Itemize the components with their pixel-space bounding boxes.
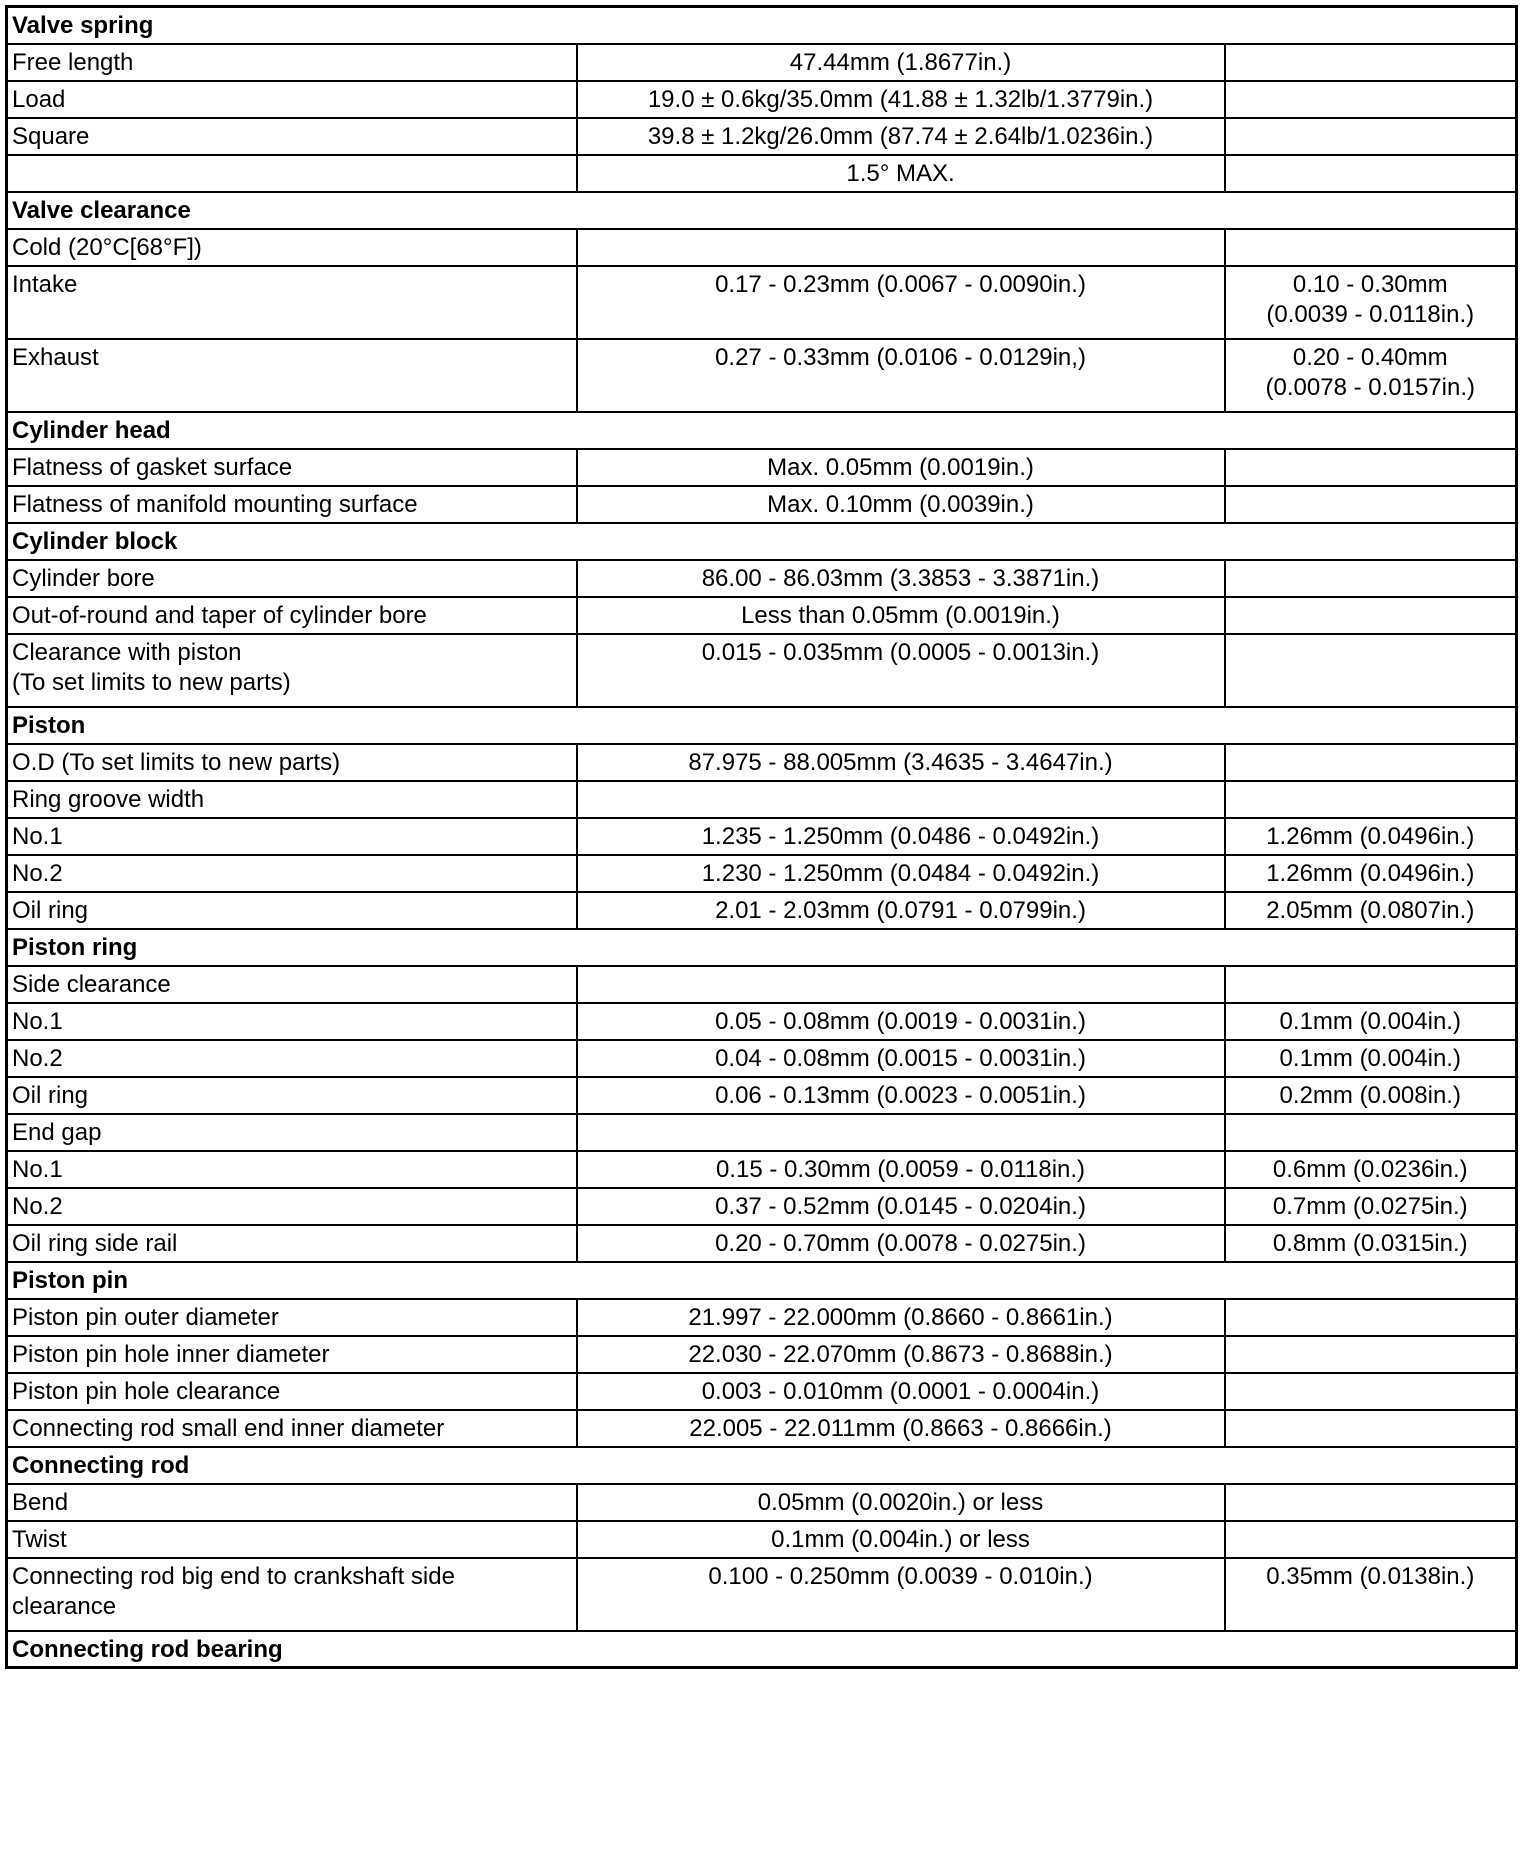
section-header-row [7,523,1517,560]
item-cell: Out-of-round and taper of cylinder bore [7,597,577,634]
section-header-row [7,1447,1517,1484]
section-title: Connecting rod bearing [7,1631,1517,1668]
item-cell: Flatness of manifold mounting surface [7,486,577,523]
standard-value-cell: 39.8 ± 1.2kg/26.0mm (87.74 ± 2.64lb/1.0236in.) [577,118,1225,155]
standard-value-cell: 0.17 - 0.23mm (0.0067 - 0.0090in.) [577,266,1225,339]
limit-value-cell: 0.7mm (0.0275in.) [1225,1188,1517,1225]
section-header-row [7,1262,1517,1299]
standard-value-cell: 0.27 - 0.33mm (0.0106 - 0.0129in,) [577,339,1225,412]
standard-value-cell [577,781,1225,818]
standard-value-cell: 2.01 - 2.03mm (0.0791 - 0.0799in.) [577,892,1225,929]
section-header-row [7,929,1517,966]
item-cell: Intake [7,266,577,339]
spec-table-body [7,7,1517,1668]
item-cell: Bend [7,1484,577,1521]
item-cell: No.1 [7,818,577,855]
section-header-row [7,7,1517,44]
item-cell: Piston pin hole clearance [7,1373,577,1410]
table-row [7,818,1517,855]
standard-value-cell: 87.975 - 88.005mm (3.4635 - 3.4647in.) [577,744,1225,781]
limit-value-cell [1225,1336,1517,1373]
standard-value-cell: 1.235 - 1.250mm (0.0486 - 0.0492in.) [577,818,1225,855]
table-row [7,339,1517,412]
item-cell: Piston pin hole inner diameter [7,1336,577,1373]
standard-value-cell: 47.44mm (1.8677in.) [577,44,1225,81]
table-row [7,560,1517,597]
section-title: Piston ring [7,929,1517,966]
standard-value-cell: 0.05 - 0.08mm (0.0019 - 0.0031in.) [577,1003,1225,1040]
limit-value-cell: 0.8mm (0.0315in.) [1225,1225,1517,1262]
section-title: Piston [7,707,1517,744]
item-cell: Load [7,81,577,118]
item-cell: Clearance with piston (To set limits to new parts) [7,634,577,707]
standard-value-cell: 0.100 - 0.250mm (0.0039 - 0.010in.) [577,1558,1225,1631]
limit-value-cell [1225,1299,1517,1336]
standard-value-cell: 22.030 - 22.070mm (0.8673 - 0.8688in.) [577,1336,1225,1373]
item-cell: Flatness of gasket surface [7,449,577,486]
item-cell: Oil ring [7,892,577,929]
table-row [7,449,1517,486]
standard-value-cell [577,966,1225,1003]
item-cell: Piston pin outer diameter [7,1299,577,1336]
item-cell: No.1 [7,1003,577,1040]
table-row [7,1040,1517,1077]
table-row [7,1373,1517,1410]
standard-value-cell: 86.00 - 86.03mm (3.3853 - 3.3871in.) [577,560,1225,597]
standard-value-cell: 0.37 - 0.52mm (0.0145 - 0.0204in.) [577,1188,1225,1225]
limit-value-cell: 0.2mm (0.008in.) [1225,1077,1517,1114]
item-cell: No.2 [7,855,577,892]
limit-value-cell: 1.26mm (0.0496in.) [1225,855,1517,892]
item-cell: Oil ring [7,1077,577,1114]
table-row [7,155,1517,192]
standard-value-cell: 22.005 - 22.011mm (0.8663 - 0.8666in.) [577,1410,1225,1447]
standard-value-cell: 0.15 - 0.30mm (0.0059 - 0.0118in.) [577,1151,1225,1188]
standard-value-cell: Max. 0.10mm (0.0039in.) [577,486,1225,523]
standard-value-cell: 0.05mm (0.0020in.) or less [577,1484,1225,1521]
limit-value-cell [1225,744,1517,781]
standard-value-cell [577,229,1225,266]
standard-value-cell: 19.0 ± 0.6kg/35.0mm (41.88 ± 1.32lb/1.3779in.) [577,81,1225,118]
limit-value-cell [1225,966,1517,1003]
item-cell: No.1 [7,1151,577,1188]
limit-value-cell [1225,1410,1517,1447]
limit-value-cell: 0.35mm (0.0138in.) [1225,1558,1517,1631]
section-title: Valve clearance [7,192,1517,229]
limit-value-cell: 0.20 - 0.40mm (0.0078 - 0.0157in.) [1225,339,1517,412]
table-row [7,81,1517,118]
limit-value-cell [1225,118,1517,155]
table-row [7,1114,1517,1151]
limit-value-cell [1225,1373,1517,1410]
table-row [7,1188,1517,1225]
item-cell: Ring groove width [7,781,577,818]
limit-value-cell [1225,1114,1517,1151]
item-cell: No.2 [7,1040,577,1077]
table-row [7,855,1517,892]
limit-value-cell [1225,781,1517,818]
standard-value-cell: 0.003 - 0.010mm (0.0001 - 0.0004in.) [577,1373,1225,1410]
table-row [7,1410,1517,1447]
standard-value-cell: 0.20 - 0.70mm (0.0078 - 0.0275in.) [577,1225,1225,1262]
table-row [7,266,1517,339]
limit-value-cell [1225,155,1517,192]
table-row [7,966,1517,1003]
spec-table [5,5,1518,1669]
item-cell: Twist [7,1521,577,1558]
standard-value-cell: Max. 0.05mm (0.0019in.) [577,449,1225,486]
table-row [7,1077,1517,1114]
limit-value-cell [1225,560,1517,597]
item-cell: Connecting rod small end inner diameter [7,1410,577,1447]
section-title: Cylinder block [7,523,1517,560]
section-title: Cylinder head [7,412,1517,449]
section-title: Piston pin [7,1262,1517,1299]
limit-value-cell [1225,597,1517,634]
limit-value-cell: 2.05mm (0.0807in.) [1225,892,1517,929]
standard-value-cell: 0.1mm (0.004in.) or less [577,1521,1225,1558]
table-row [7,892,1517,929]
standard-value-cell: 1.5° MAX. [577,155,1225,192]
standard-value-cell: 0.015 - 0.035mm (0.0005 - 0.0013in.) [577,634,1225,707]
limit-value-cell [1225,634,1517,707]
limit-value-cell [1225,1484,1517,1521]
table-row [7,634,1517,707]
limit-value-cell [1225,486,1517,523]
item-cell: No.2 [7,1188,577,1225]
limit-value-cell: 0.6mm (0.0236in.) [1225,1151,1517,1188]
standard-value-cell: 1.230 - 1.250mm (0.0484 - 0.0492in.) [577,855,1225,892]
item-cell: Connecting rod big end to crankshaft side clearance [7,1558,577,1631]
section-header-row [7,1631,1517,1668]
table-row [7,1003,1517,1040]
table-row [7,781,1517,818]
limit-value-cell: 0.1mm (0.004in.) [1225,1040,1517,1077]
table-row [7,1225,1517,1262]
item-cell [7,155,577,192]
item-cell: Cylinder bore [7,560,577,597]
table-row [7,1299,1517,1336]
item-cell: Oil ring side rail [7,1225,577,1262]
item-cell: O.D (To set limits to new parts) [7,744,577,781]
table-row [7,229,1517,266]
limit-value-cell [1225,81,1517,118]
table-row [7,118,1517,155]
limit-value-cell: 0.10 - 0.30mm (0.0039 - 0.0118in.) [1225,266,1517,339]
table-row [7,744,1517,781]
item-cell: Square [7,118,577,155]
section-header-row [7,192,1517,229]
table-row [7,1558,1517,1631]
item-cell: Exhaust [7,339,577,412]
standard-value-cell: 0.06 - 0.13mm (0.0023 - 0.0051in.) [577,1077,1225,1114]
limit-value-cell [1225,44,1517,81]
table-row [7,1484,1517,1521]
standard-value-cell: Less than 0.05mm (0.0019in.) [577,597,1225,634]
item-cell: Side clearance [7,966,577,1003]
table-row [7,1521,1517,1558]
limit-value-cell [1225,229,1517,266]
limit-value-cell: 0.1mm (0.004in.) [1225,1003,1517,1040]
table-row [7,44,1517,81]
table-row [7,486,1517,523]
section-header-row [7,412,1517,449]
standard-value-cell: 0.04 - 0.08mm (0.0015 - 0.0031in.) [577,1040,1225,1077]
item-cell: Cold (20°C[68°F]) [7,229,577,266]
section-title: Connecting rod [7,1447,1517,1484]
section-title: Valve spring [7,7,1517,44]
limit-value-cell [1225,1521,1517,1558]
table-row [7,597,1517,634]
standard-value-cell: 21.997 - 22.000mm (0.8660 - 0.8661in.) [577,1299,1225,1336]
table-row [7,1151,1517,1188]
item-cell: Free length [7,44,577,81]
limit-value-cell: 1.26mm (0.0496in.) [1225,818,1517,855]
section-header-row [7,707,1517,744]
limit-value-cell [1225,449,1517,486]
table-row [7,1336,1517,1373]
item-cell: End gap [7,1114,577,1151]
standard-value-cell [577,1114,1225,1151]
